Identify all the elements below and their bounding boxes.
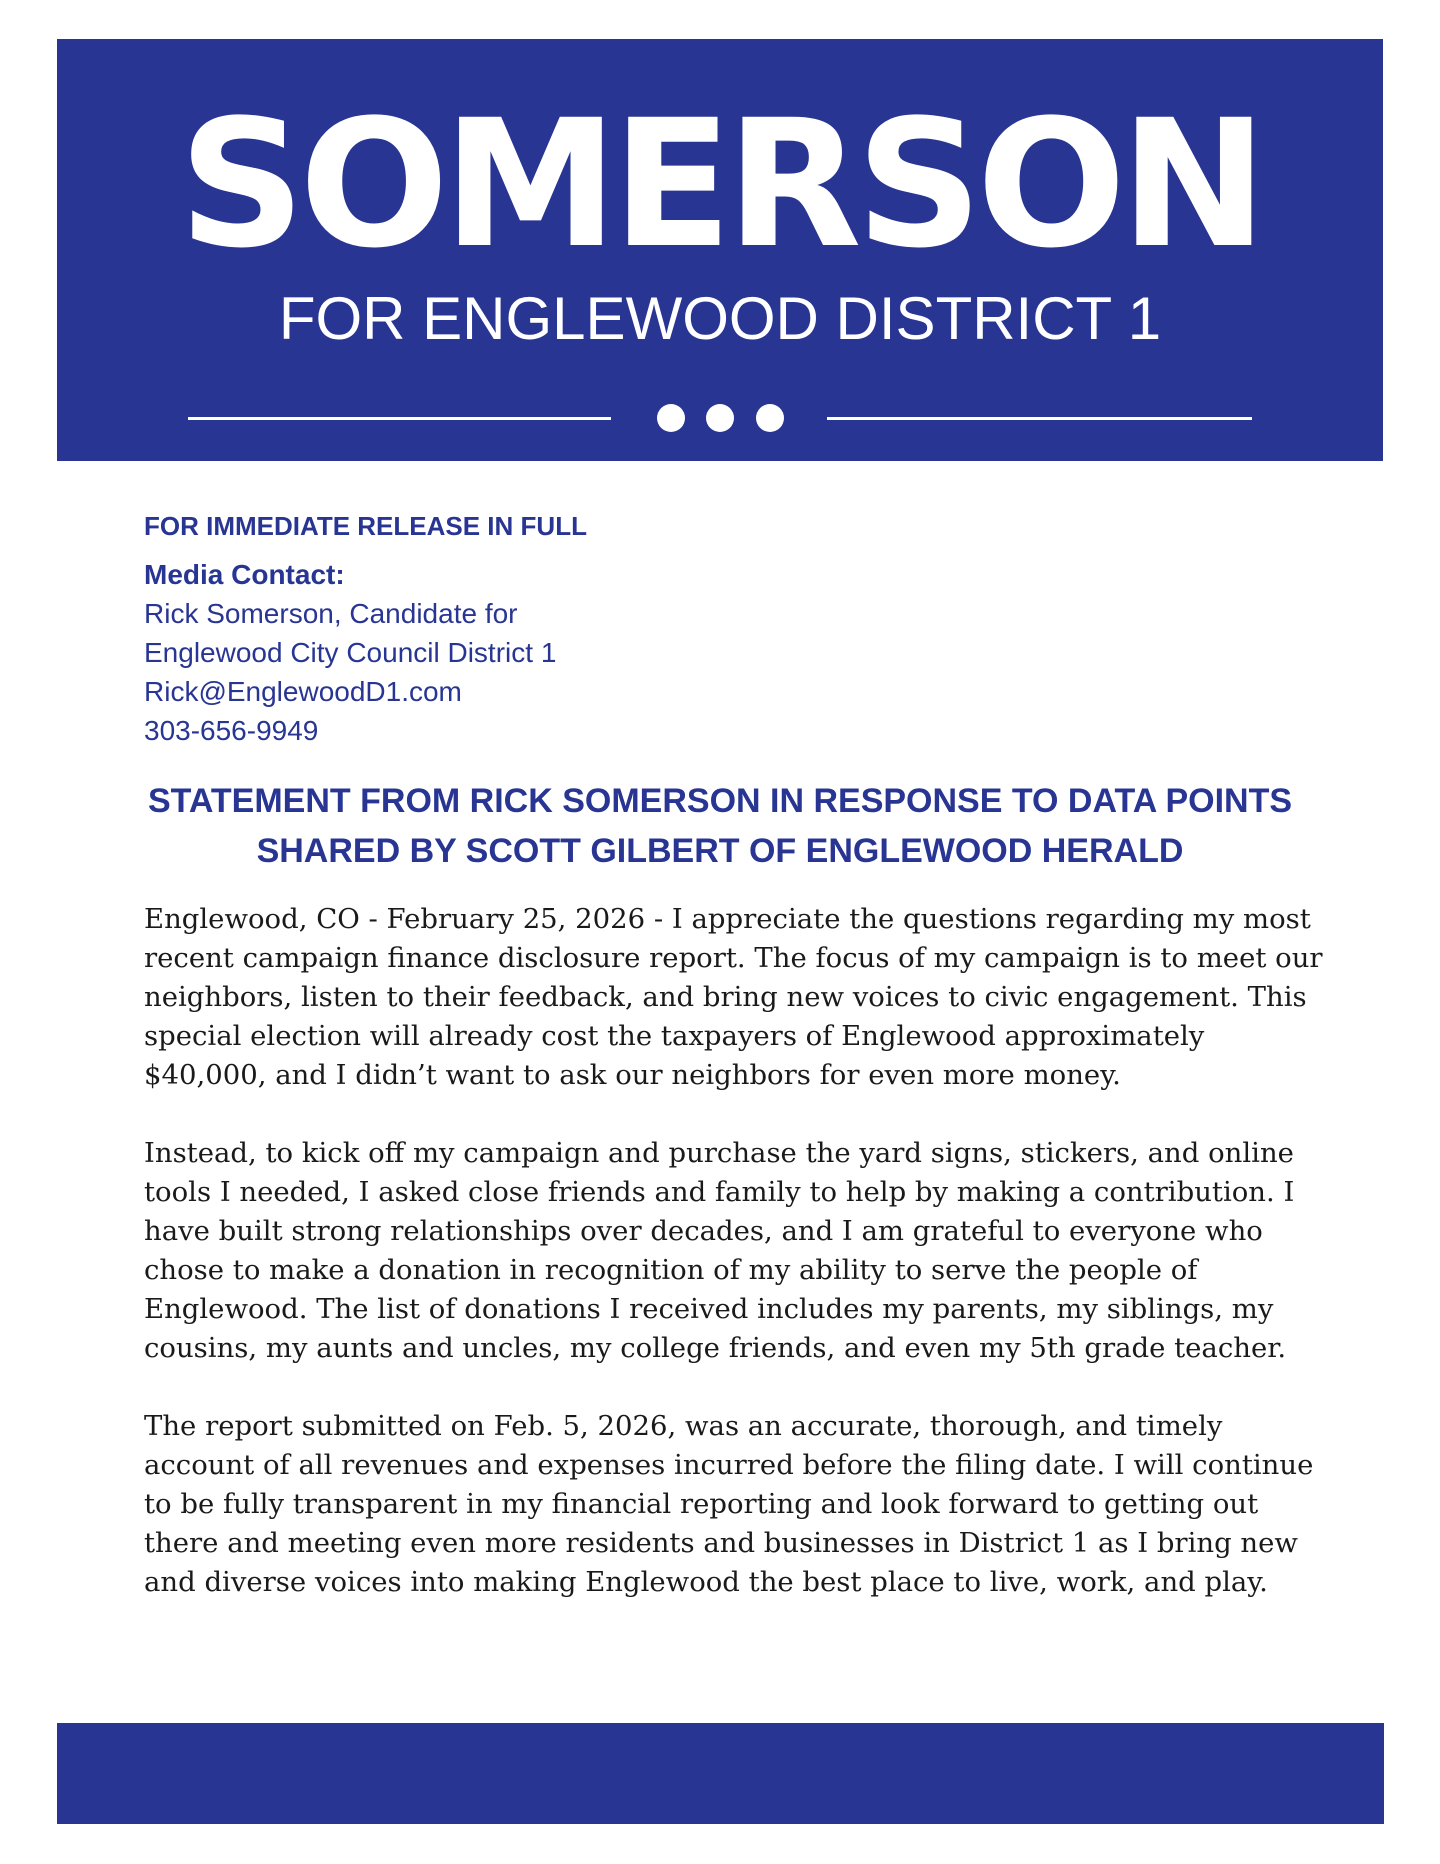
contact-title: Englewood City Council District 1 [144, 637, 557, 668]
header-banner [57, 39, 1383, 461]
contact-phone: 303-656-9949 [144, 715, 319, 746]
statement-paragraph: The report submitted on Feb. 5, 2026, was an accurate, thorough, and timely account of all revenues and expenses incurred before the filing date. I will continue to be fully transparent in my financial reporting and look forward to getting out there and meeting even more residents and businesses in District 1 as I bring new and diverse voices into making Englewood the best place to live, work, and play. [144, 1410, 1314, 1598]
divider-line-right [827, 417, 1252, 420]
media-contact-block [144, 555, 556, 750]
candidate-name: SOMERSON [178, 82, 1262, 287]
campaign-tagline: FOR ENGLEWOOD DISTRICT 1 [278, 285, 1162, 352]
divider-line-left [188, 417, 611, 420]
media-contact-heading: Media Contact: [144, 559, 345, 590]
divider-dot [756, 404, 784, 432]
footer-banner [57, 1723, 1384, 1824]
contact-email: Rick@EnglewoodD1.com [144, 676, 462, 707]
statement-title-line: STATEMENT FROM RICK SOMERSON IN RESPONSE TO DATA POINTS [147, 782, 1293, 820]
release-label: FOR IMMEDIATE RELEASE IN FULL [144, 511, 587, 541]
divider-dot [657, 404, 685, 432]
statement-title [110, 776, 1330, 876]
statement-title-line: SHARED BY SCOTT GILBERT OF ENGLEWOOD HERALD [256, 832, 1184, 870]
statement-paragraph: Instead, to kick off my campaign and purchase the yard signs, stickers, and online tools I needed, I asked close friends and family to help by making a contribution. I have built strong relationships over decades, and I am grateful to everyone who chose to make a donation in recognition of my ability to serve the people of Englewood. The list of donations I received includes my parents, my siblings, my cousins, my aunts and uncles, my college friends, and even my 5th grade teacher. [144, 1137, 1295, 1364]
statement-paragraph: Englewood, CO - February 25, 2026 - I appreciate the questions regarding my most recent campaign finance disclosure report. The focus of my campaign is to meet our neighbors, listen to their feedback, and bring new voices to civic engagement. This special election will already cost the taxpayers of Englewood approximately $40,000, and I didn’t want to ask our neighbors for even more money. [144, 903, 1323, 1091]
statement-body [144, 900, 1324, 1641]
divider-dot [706, 404, 734, 432]
contact-name: Rick Somerson, Candidate for [144, 598, 518, 629]
